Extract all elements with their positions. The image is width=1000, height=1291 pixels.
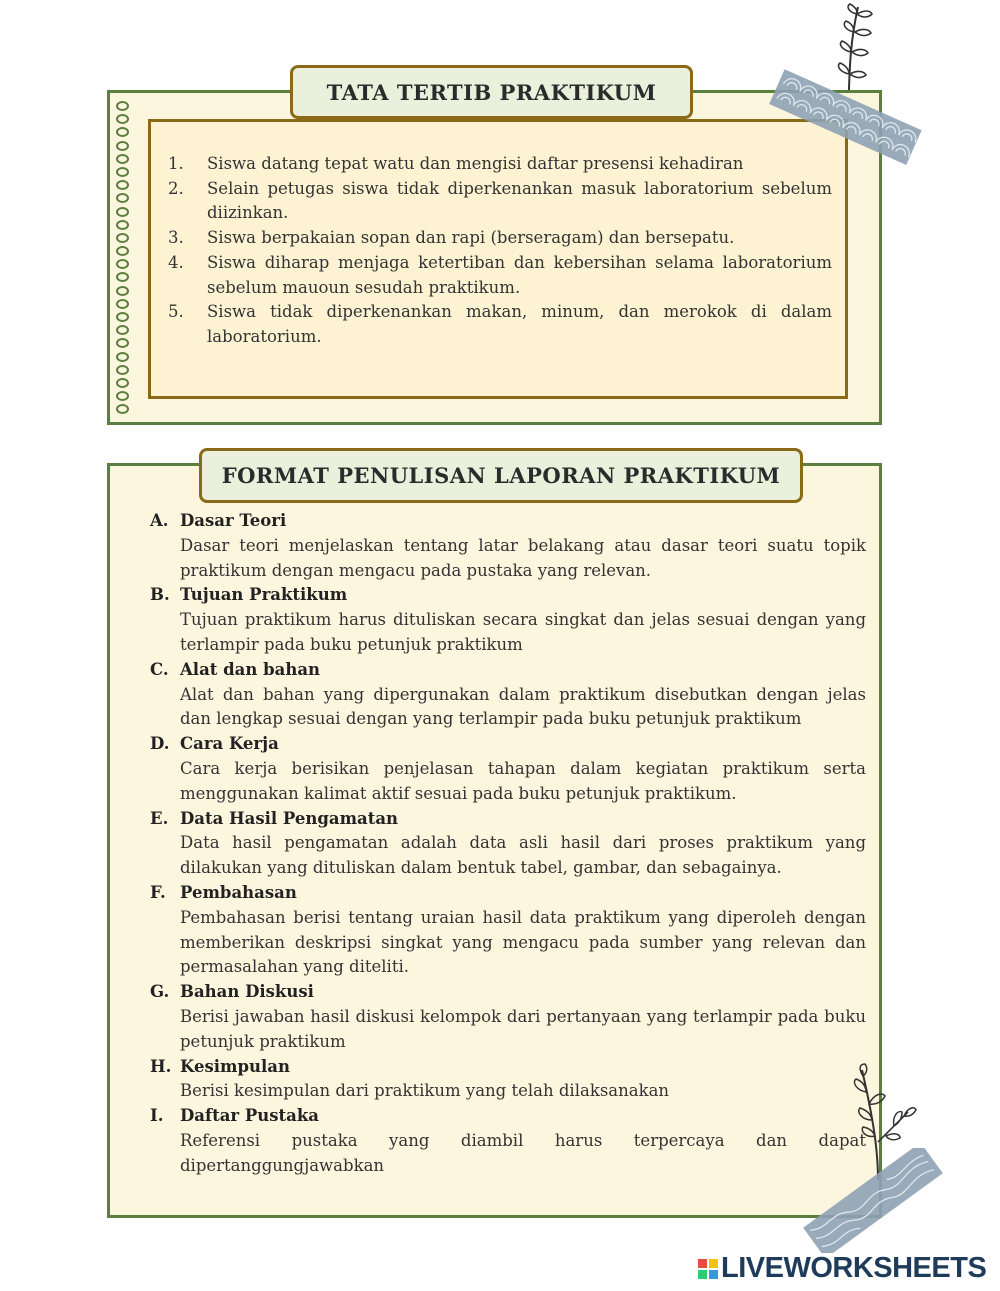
section-item: D. Cara Kerja Cara kerja berisikan penjelasan tahapan dalam kegiatan praktikum serta menggunakan kalimat aktif sesuai pada buku petunjuk praktikum.	[150, 732, 866, 806]
liveworksheets-logo	[698, 1252, 986, 1285]
section-item: H. Kesimpulan Berisi kesimpulan dari praktikum yang telah dilaksanakan	[150, 1055, 866, 1105]
list-item: 1. Siswa datang tepat watu dan mengisi daftar presensi kehadiran	[168, 154, 744, 173]
section-body: Data hasil pengamatan adalah data asli hasil dari proses praktikum yang dilakukan yang dituliskan dalam bentuk tabel, gambar, dan sebagainya.	[180, 833, 866, 878]
section-item: C. Alat dan bahan Alat dan bahan yang dipergunakan dalam praktikum disebutkan dengan jelas dan lengkap sesuai dengan yang terlampir pada buku petunjuk praktikum	[150, 658, 866, 732]
rules-title: TATA TERTIB PRAKTIKUM	[290, 65, 693, 119]
list-item: 2. Selain petugas siswa tidak diperkenankan masuk laboratorium sebelum diizinkan.	[168, 178, 832, 223]
section-item: A. Dasar Teori Dasar teori menjelaskan tentang latar belakang atau dasar teori suatu topik praktikum dengan mengacu pada pustaka yang relevan.	[150, 509, 866, 583]
section-body: Dasar teori menjelaskan tentang latar belakang atau dasar teori suatu topik praktikum dengan mengacu pada pustaka yang relevan.	[180, 535, 866, 580]
section-heading: Alat dan bahan	[180, 659, 321, 679]
format-title: FORMAT PENULISAN LAPORAN PRAKTIKUM	[199, 448, 803, 503]
section-heading: Dasar Teori	[180, 511, 287, 530]
section-heading: Tujuan Praktikum	[180, 585, 348, 605]
section-heading: Kesimpulan	[180, 1056, 290, 1076]
section-heading: Daftar Pustaka	[180, 1106, 319, 1126]
section-heading: Pembahasan	[180, 882, 297, 902]
brand-squares-icon	[698, 1259, 718, 1279]
list-item: 5. Siswa tidak diperkenankan makan, minum, dan merokok di dalam laboratorium.	[168, 302, 832, 346]
brand-name: LIVEWORKSHEETS	[721, 1252, 987, 1284]
section-heading: Cara Kerja	[180, 734, 279, 754]
section-item: G. Bahan Diskusi Berisi jawaban hasil diskusi kelompok dari pertanyaan yang terlampir pada buku petunjuk praktikum	[150, 980, 866, 1054]
spiral-binding	[116, 101, 136, 418]
section-body: Berisi jawaban hasil diskusi kelompok dari pertanyaan yang terlampir pada buku petunjuk praktikum	[180, 1006, 866, 1051]
section-item: B. Tujuan Praktikum Tujuan praktikum harus dituliskan secara singkat dan jelas sesuai dengan yang terlampir pada buku petunjuk praktikum	[150, 583, 866, 657]
section-body: Pembahasan berisi tentang uraian hasil data praktikum yang diperoleh dengan memberikan deskripsi singkat yang mengacu pada sumber yang relevan dan permasalahan yang diteliti.	[180, 907, 866, 977]
list-item: 4. Siswa diharap menjaga ketertiban dan kebersihan selama laboratorium sebelum mauoun sesudah praktikum.	[168, 252, 832, 297]
section-body: dipertanggungjawabkan	[180, 1155, 385, 1175]
section-body: Berisi kesimpulan dari praktikum yang telah dilaksanakan	[180, 1081, 670, 1101]
section-item: F. Pembahasan Pembahasan berisi tentang uraian hasil data praktikum yang diperoleh dengan memberikan deskripsi singkat yang mengacu pada sumber yang relevan dan permasalahan yang diteliti.	[150, 881, 866, 980]
section-body: Alat dan bahan yang dipergunakan dalam praktikum disebutkan dengan jelas dan lengkap sesuai dengan yang terlampir pada buku petunjuk praktikum	[180, 684, 866, 729]
list-item: 3. Siswa berpakaian sopan dan rapi (berseragam) dan bersepatu.	[168, 228, 735, 248]
rules-list	[168, 152, 832, 350]
format-sections	[150, 509, 866, 1179]
section-item: E. Data Hasil Pengamatan Data hasil pengamatan adalah data asli hasil dari proses praktikum yang dilakukan yang dituliskan dalam bentuk tabel, gambar, dan sebagainya.	[150, 807, 866, 881]
section-heading: Data Hasil Pengamatan	[180, 808, 399, 828]
section-body: Cara kerja berisikan penjelasan tahapan dalam kegiatan praktikum serta menggunakan kalimat aktif sesuai pada buku petunjuk praktikum.	[180, 758, 866, 803]
section-body: Tujuan praktikum harus dituliskan secara singkat dan jelas sesuai dengan yang terlampir pada buku petunjuk praktikum	[180, 610, 866, 654]
section-body: Referensi pustaka yang diambil harus terpercaya dan dapat	[180, 1130, 866, 1150]
section-item: I. Daftar Pustaka Referensi pustaka yang diambil harus terpercaya dan dapat dipertanggungjawabkan	[150, 1104, 866, 1178]
section-heading: Bahan Diskusi	[180, 982, 314, 1002]
washi-tape-bottom	[800, 1148, 945, 1253]
